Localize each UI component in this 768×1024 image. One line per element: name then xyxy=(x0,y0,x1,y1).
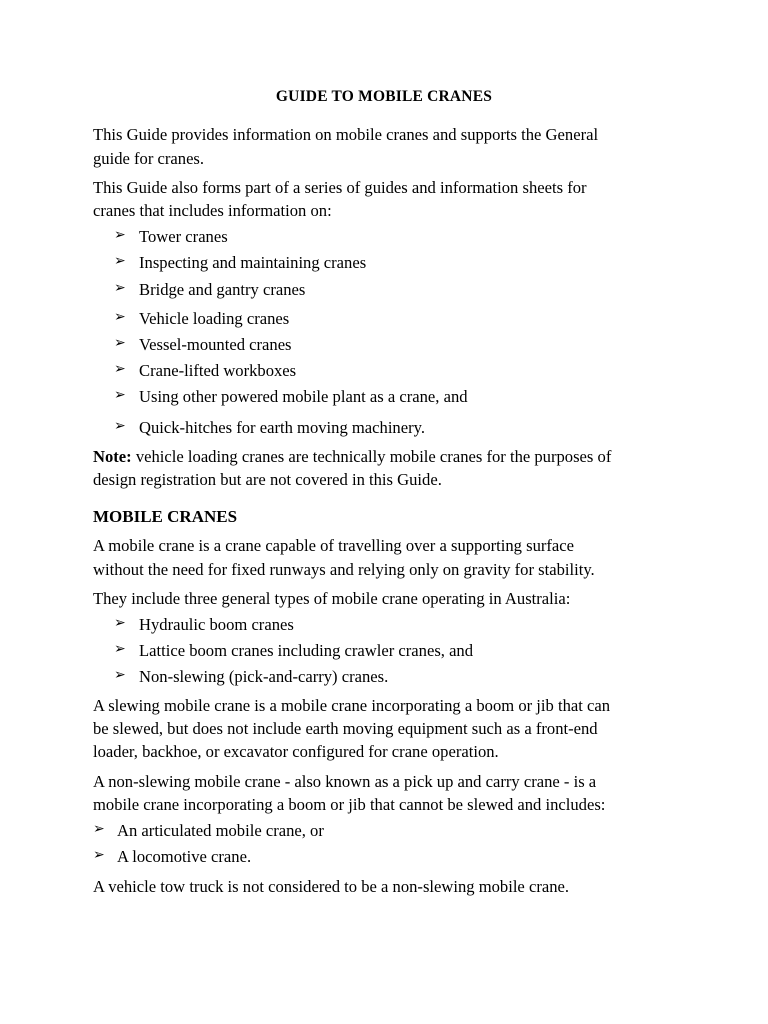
arrow-bullet-icon: ➢ xyxy=(114,388,126,403)
non-slewing-line: mobile crane incorporating a boom or jib that cannot be slewed and includes: xyxy=(93,795,606,814)
note-line: design registration but are not covered in this Guide. xyxy=(93,470,442,489)
non-slewing-line: A non-slewing mobile crane - also known as a pick up and carry crane - is a xyxy=(93,772,597,791)
list-item: Bridge and gantry cranes xyxy=(139,280,306,299)
list-item: Crane-lifted workboxes xyxy=(139,361,297,380)
note-line xyxy=(93,447,611,467)
intro-line: cranes that includes information on: xyxy=(93,201,332,220)
arrow-bullet-icon: ➢ xyxy=(93,822,105,837)
arrow-bullet-icon: ➢ xyxy=(93,848,105,863)
list-item: Tower cranes xyxy=(139,227,228,246)
definition-line: without the need for fixed runways and relying only on gravity for stability. xyxy=(93,560,595,579)
arrow-bullet-icon: ➢ xyxy=(114,362,126,377)
intro-line: This Guide also forms part of a series of guides and information sheets for xyxy=(93,178,587,197)
list-item: Lattice boom cranes including crawler cranes, and xyxy=(139,641,474,660)
tow-truck-line: A vehicle tow truck is not considered to be a non-slewing mobile crane. xyxy=(93,877,570,896)
note-text: vehicle loading cranes are technically mobile cranes for the purposes of xyxy=(131,447,612,466)
intro-line: guide for cranes. xyxy=(93,149,205,168)
arrow-bullet-icon: ➢ xyxy=(114,254,126,269)
arrow-bullet-icon: ➢ xyxy=(114,616,126,631)
list-item: A locomotive crane. xyxy=(117,847,252,866)
list-item: Non-slewing (pick-and-carry) cranes. xyxy=(139,667,389,686)
list-item: Vessel-mounted cranes xyxy=(139,335,292,354)
arrow-bullet-icon: ➢ xyxy=(114,336,126,351)
slewing-line: A slewing mobile crane is a mobile crane incorporating a boom or jib that can xyxy=(93,696,611,715)
arrow-bullet-icon: ➢ xyxy=(114,419,126,434)
list-item: Inspecting and maintaining cranes xyxy=(139,253,367,272)
list-item: Using other powered mobile plant as a crane, and xyxy=(139,387,468,406)
slewing-line: loader, backhoe, or excavator configured for crane operation. xyxy=(93,742,499,761)
list-item: Hydraulic boom cranes xyxy=(139,615,294,634)
section-heading: MOBILE CRANES xyxy=(93,507,238,526)
page-title: GUIDE TO MOBILE CRANES xyxy=(275,88,493,105)
slewing-line: be slewed, but does not include earth moving equipment such as a front-end xyxy=(93,719,598,738)
intro-line: This Guide provides information on mobile cranes and supports the General xyxy=(93,125,599,144)
list-item: An articulated mobile crane, or xyxy=(117,821,324,840)
arrow-bullet-icon: ➢ xyxy=(114,668,126,683)
list-item: Vehicle loading cranes xyxy=(139,309,290,328)
types-intro: They include three general types of mobile crane operating in Australia: xyxy=(93,589,571,608)
arrow-bullet-icon: ➢ xyxy=(114,228,126,243)
list-item: Quick-hitches for earth moving machinery. xyxy=(139,418,425,437)
arrow-bullet-icon: ➢ xyxy=(114,281,126,296)
arrow-bullet-icon: ➢ xyxy=(114,642,126,657)
arrow-bullet-icon: ➢ xyxy=(114,310,126,325)
note-label: Note: xyxy=(93,447,132,466)
definition-line: A mobile crane is a crane capable of travelling over a supporting surface xyxy=(93,536,575,555)
